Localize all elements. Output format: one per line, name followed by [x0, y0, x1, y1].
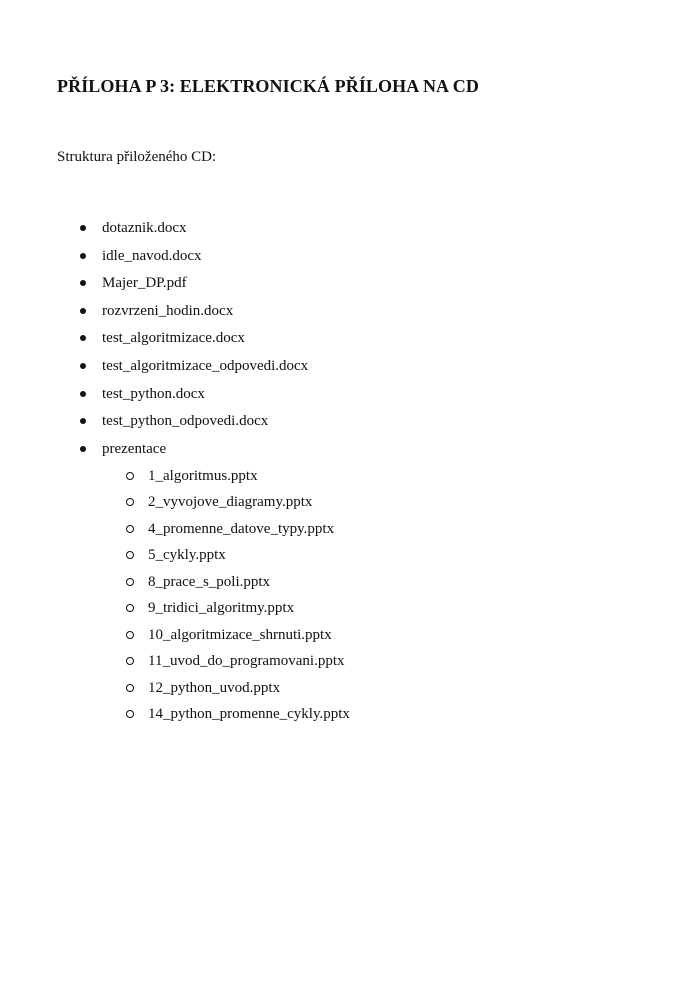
bullet-circle-icon — [126, 604, 134, 612]
sub-list-item — [101, 466, 350, 493]
file-name: rozvrzeni_hodin.docx — [102, 302, 234, 319]
bullet-circle-icon — [126, 684, 134, 692]
bullet-circle-icon — [126, 657, 134, 665]
sub-list-item — [101, 492, 350, 519]
cd-file-list — [0, 218, 350, 731]
list-item — [0, 384, 350, 412]
sub-list-item — [101, 598, 350, 625]
file-name: idle_navod.docx — [102, 247, 202, 264]
sub-list-item — [101, 545, 350, 572]
presentation-file-name: 4_promenne_datove_typy.pptx — [148, 520, 335, 537]
presentation-file-name: 1_algoritmus.pptx — [148, 467, 258, 484]
bullet-circle-icon — [126, 525, 134, 533]
sub-list-item — [101, 704, 350, 731]
presentation-file-name: 5_cykly.pptx — [148, 547, 226, 564]
sub-list-item — [101, 651, 350, 678]
bullet-disc-icon — [80, 253, 86, 259]
cd-structure-intro: Struktura přiloženého CD: — [57, 149, 217, 165]
presentation-file-name: 2_vyvojove_diagramy.pptx — [148, 494, 313, 511]
bullet-disc-icon — [80, 391, 86, 397]
folder-name: prezentace — [102, 440, 167, 457]
file-name: test_algoritmizace_odpovedi.docx — [102, 357, 309, 374]
sub-list-item — [101, 678, 350, 705]
bullet-circle-icon — [126, 498, 134, 506]
list-item — [0, 301, 350, 329]
presentation-file-name: 12_python_uvod.pptx — [148, 679, 281, 696]
file-name: test_algoritmizace.docx — [102, 330, 245, 347]
bullet-circle-icon — [126, 631, 134, 639]
presentation-file-name: 14_python_promenne_cykly.pptx — [148, 706, 350, 723]
file-name: Majer_DP.pdf — [102, 275, 187, 292]
list-item — [0, 411, 350, 439]
presentation-file-name: 10_algoritmizace_shrnuti.pptx — [148, 626, 332, 643]
presentation-file-name: 11_uvod_do_programovani.pptx — [148, 653, 345, 670]
bullet-disc-icon — [80, 335, 86, 341]
list-item — [0, 273, 350, 301]
bullet-disc-icon — [80, 363, 86, 369]
presentation-list — [102, 466, 350, 731]
bullet-circle-icon — [126, 472, 134, 480]
sub-list-item — [101, 572, 350, 599]
sub-list-item — [101, 625, 350, 652]
bullet-circle-icon — [126, 710, 134, 718]
folder-item-prezentace — [0, 439, 350, 731]
appendix-title: PŘÍLOHA P 3: ELEKTRONICKÁ PŘÍLOHA NA CD — [57, 76, 479, 96]
bullet-disc-icon — [80, 280, 86, 286]
bullet-disc-icon — [80, 225, 86, 231]
presentation-file-name: 9_tridici_algoritmy.pptx — [148, 600, 295, 617]
bullet-circle-icon — [126, 578, 134, 586]
bullet-disc-icon — [80, 308, 86, 314]
file-name: dotaznik.docx — [102, 220, 187, 236]
presentation-file-name: 8_prace_s_poli.pptx — [148, 573, 271, 590]
list-item — [0, 356, 350, 384]
file-name: test_python.docx — [102, 385, 205, 402]
bullet-circle-icon — [126, 551, 134, 559]
list-item — [0, 328, 350, 356]
bullet-disc-icon — [80, 418, 86, 424]
file-name: test_python_odpovedi.docx — [102, 413, 269, 430]
sub-list-item — [101, 519, 350, 546]
bullet-disc-icon — [80, 446, 86, 452]
list-item — [0, 246, 350, 274]
list-item — [0, 218, 350, 246]
